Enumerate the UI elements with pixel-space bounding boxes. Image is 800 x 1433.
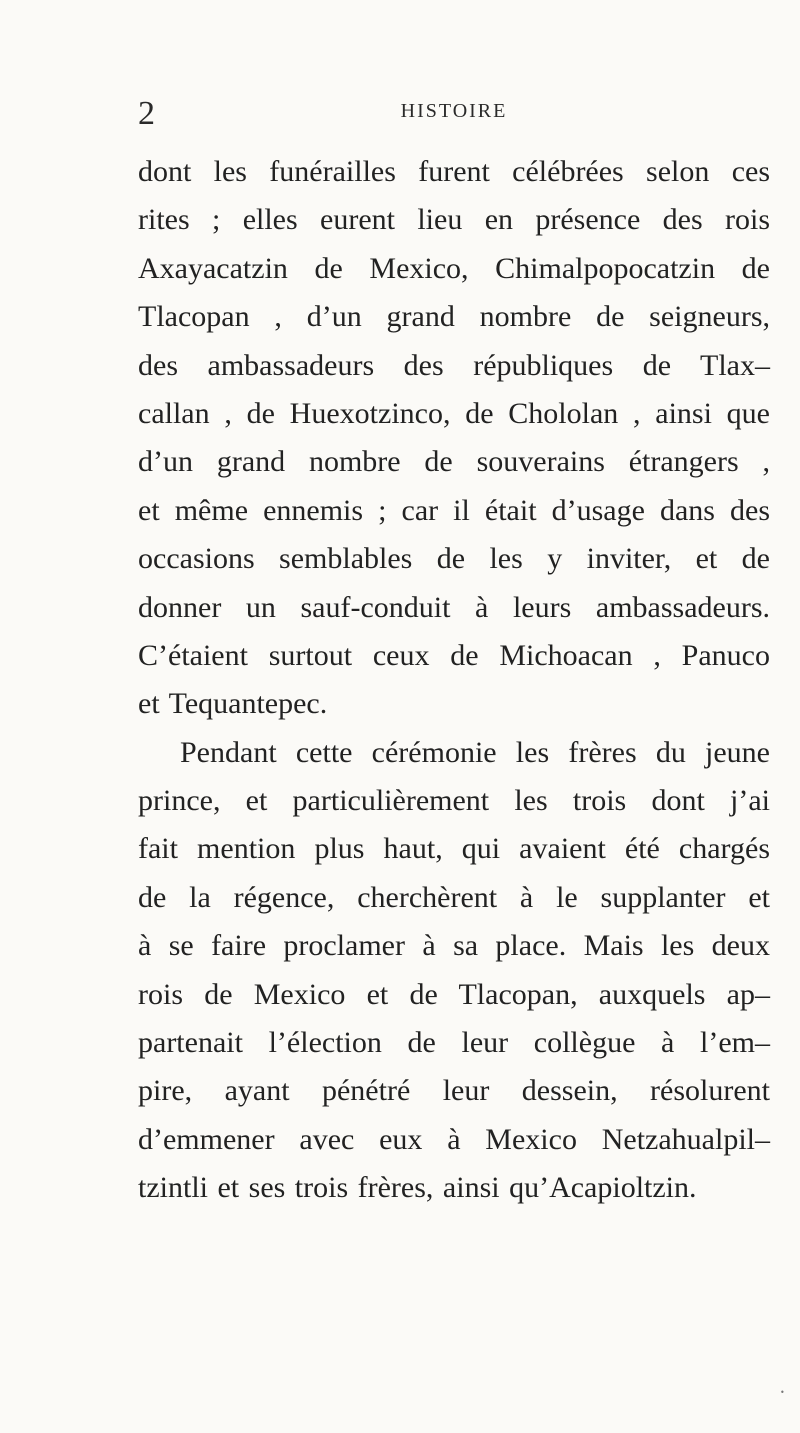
text-line: d’emmener avec eux à Mexico Netzahualpil– [138,1122,770,1156]
text-line: Pendant cette cérémonie les frères du jeune [180,735,770,769]
body-text [138,148,770,1213]
page-header [138,94,770,134]
paragraph-2 [138,729,770,1213]
text-line: des ambassadeurs des républiques de Tlax– [138,348,770,382]
text-line: et même ennemis ; car il était d’usage dans des [138,493,770,527]
text-line: callan , de Huexotzinco, de Chololan , ainsi que [138,396,770,430]
text-line: rites ; elles eurent lieu en présence des rois [138,203,770,237]
paragraph-1 [138,148,770,729]
text-line: tzintli et ses trois frères, ainsi qu’Acapioltzin. [138,1171,697,1205]
text-line: partenait l’élection de leur collègue à l’em– [138,1026,770,1060]
text-line: C’étaient surtout ceux de Michoacan , Panuco [138,638,770,672]
text-line: donner un sauf-conduit à leurs ambassadeurs. [138,590,770,624]
page-number: 2 [138,95,155,132]
text-line: Tlacopan , d’un grand nombre de seigneurs, [138,300,770,334]
text-line: dont les funérailles furent célébrées selon ces [138,155,770,188]
text-line: de la régence, cherchèrent à le supplanter et [138,880,770,914]
running-title: HISTOIRE [400,100,508,122]
text-line: prince, et particulièrement les trois dont j’ai [138,784,770,818]
text-line: et Tequantepec. [138,687,328,721]
text-line: occasions semblables de les y inviter, et de [138,542,770,576]
text-line: pire, ayant pénétré leur dessein, résolurent [138,1074,770,1108]
print-speck: • [780,1388,785,1397]
text-line: à se faire proclamer à sa place. Mais les deux [138,929,770,963]
text-line: d’un grand nombre de souverains étrangers , [138,445,770,479]
text-line: rois de Mexico et de Tlacopan, auxquels ap– [138,977,770,1011]
text-line: fait mention plus haut, qui avaient été chargés [138,832,770,866]
text-line: Axayacatzin de Mexico, Chimalpopocatzin de [138,251,770,285]
